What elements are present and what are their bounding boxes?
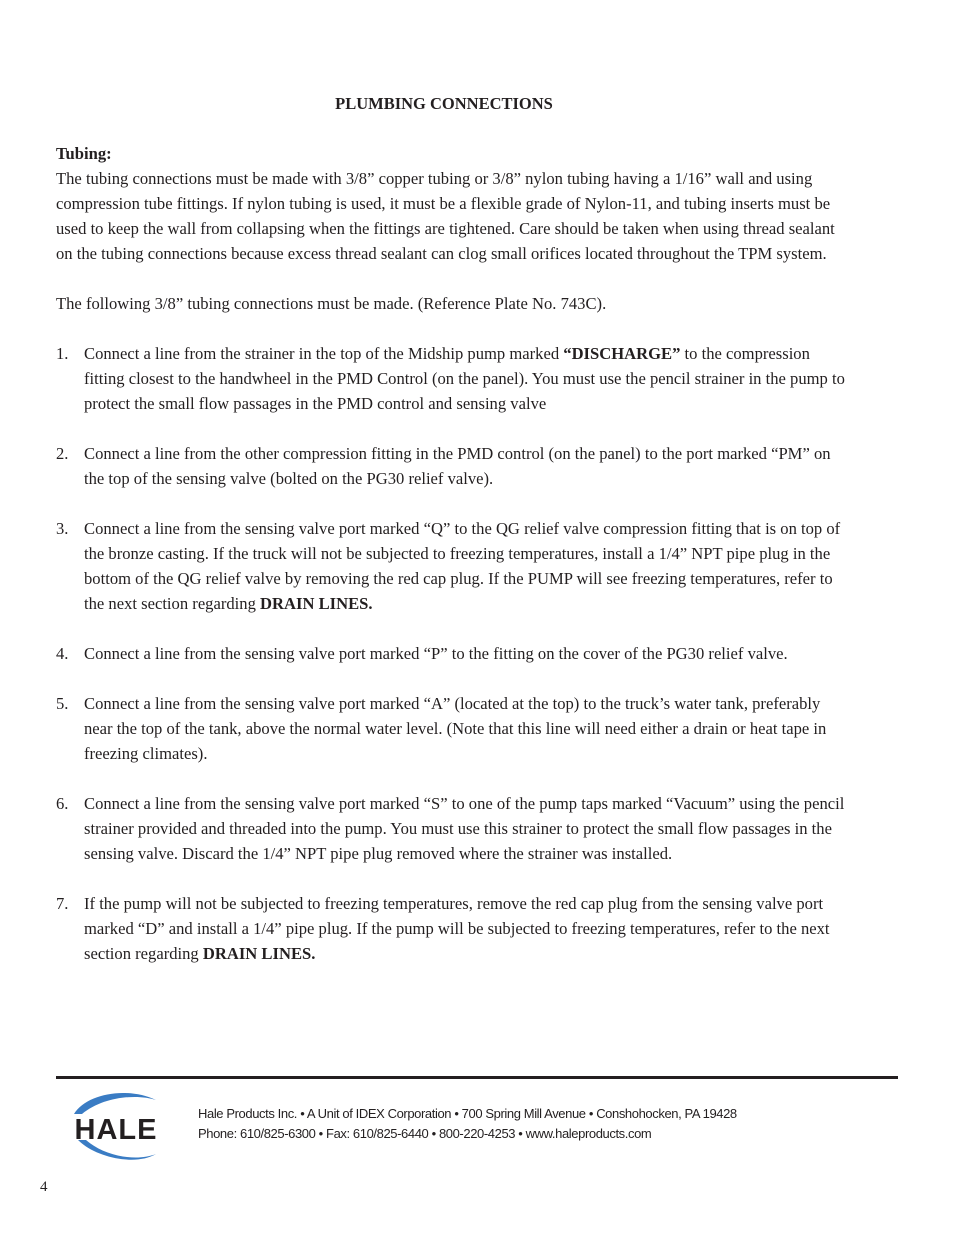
connection-step: [56, 516, 846, 616]
step-text-bold: DRAIN LINES.: [202, 944, 316, 963]
step-text: Connect a line from the strainer in the top of the Midship pump marked: [84, 344, 564, 363]
connection-steps-list: [56, 341, 846, 966]
connection-step: [56, 641, 846, 666]
connection-step: [56, 791, 846, 866]
step-text: Connect a line from the other compression fitting in the PMD control (on the panel) to the port marked “PM” on the top of the sensing valve (bolted on the PG30 relief valve).: [84, 444, 831, 488]
hale-logo: [56, 1088, 176, 1168]
tubing-heading: Tubing:: [56, 144, 112, 163]
step-number: 6.: [56, 794, 69, 813]
step-text-bold: “DISCHARGE”: [563, 344, 681, 363]
footer-address: Hale Products Inc. • A Unit of IDEX Corporation • 700 Spring Mill Avenue • Conshohocken, PA 19428: [198, 1106, 737, 1121]
company-footer: [198, 1104, 898, 1144]
step-text: Connect a line from the sensing valve port marked “P” to the fitting on the cover of the PG30 relief valve.: [84, 644, 788, 663]
step-number: 5.: [56, 694, 69, 713]
step-text: Connect a line from the sensing valve port marked “A” (located at the top) to the truck’s water tank, preferably near the top of the tank, above the normal water level. (Note that this line will need either a drain or heat tape in freezing climates).: [84, 694, 827, 763]
step-text: Connect a line from the sensing valve port marked “Q” to the QG relief valve compression fitting that is on top of the bronze casting. If the truck will not be subjected to freezing temperatures, install a 1/4” NPT pipe plug in the bottom of the QG relief valve by removing the red cap plug. If the PUMP will see freezing temperatures, refer to the next section regarding: [84, 519, 841, 613]
tubing-intro: The following 3/8” tubing connections must be made. (Reference Plate No. 743C).: [56, 294, 607, 313]
section-title: PLUMBING CONNECTIONS: [335, 94, 553, 113]
step-number: 3.: [56, 519, 69, 538]
tubing-paragraph: The tubing connections must be made with 3/8” copper tubing or 3/8” nylon tubing having a 1/16” wall and using compression tube fittings. If nylon tubing is used, it must be a flexible grade of Nylon-11, and tubing inserts must be used to keep the wall from collapsing when the fittings are tightened. Care should be taken when using thread sealant on the tubing connections because excess thread sealant can clog small orifices located throughout the TPM system.: [56, 169, 835, 263]
connection-step: [56, 691, 846, 766]
step-text: Connect a line from the sensing valve port marked “S” to one of the pump taps marked “Vacuum” using the pencil strainer provided and threaded into the pump. You must use this strainer to protect the small flow passages in the sensing valve. Discard the 1/4” NPT pipe plug removed where the strainer was installed.: [84, 794, 845, 863]
step-text-bold: DRAIN LINES.: [260, 594, 373, 613]
page-number: 4: [40, 1179, 48, 1195]
footer-divider: [56, 1076, 898, 1079]
section-body: [56, 141, 846, 991]
step-text-tail: to the compression fitting closest to the handwheel in the PMD Control (on the panel). You must use the pencil strainer in the pump to protect the small flow passages in the PMD control and sensing valve: [84, 344, 845, 413]
step-number: 7.: [56, 894, 69, 913]
step-number: 1.: [56, 344, 69, 363]
step-number: 4.: [56, 644, 69, 663]
connection-step: [56, 341, 846, 416]
step-text: If the pump will not be subjected to freezing temperatures, remove the red cap plug from the sensing valve port marked “D” and install a 1/4” pipe plug. If the pump will be subjected to freezing temperatures, refer to the next section regarding: [84, 894, 830, 963]
connection-step: [56, 891, 846, 966]
step-number: 2.: [56, 444, 69, 463]
logo-swoosh-top: [74, 1093, 156, 1114]
footer-contact: Phone: 610/825-6300 • Fax: 610/825-6440 • 800-220-4253 • www.haleproducts.com: [198, 1126, 652, 1141]
connection-step: [56, 441, 846, 491]
logo-text: HALE: [74, 1114, 158, 1146]
